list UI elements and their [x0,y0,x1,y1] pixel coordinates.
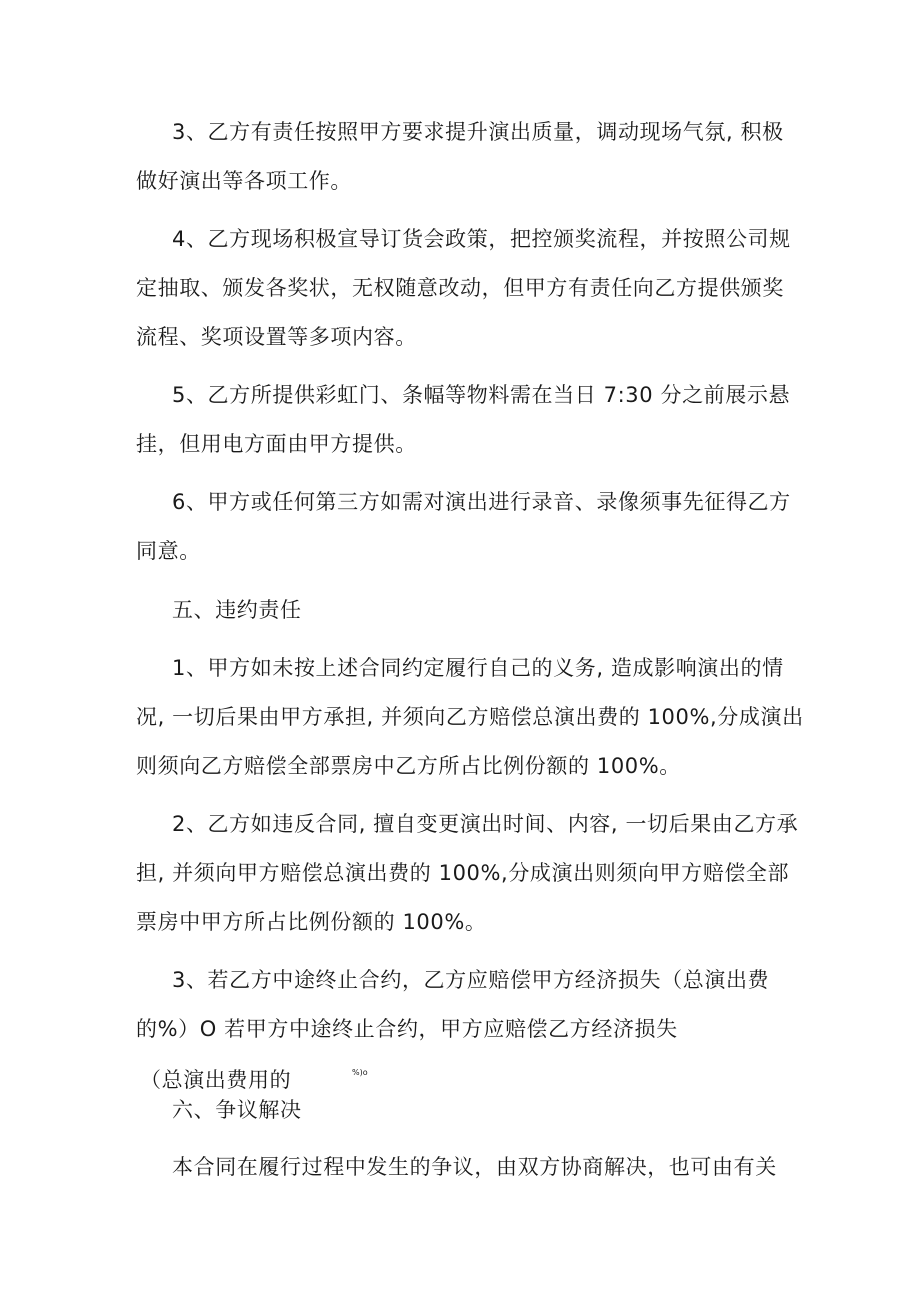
paragraph-5-line-2: 挂，但用电方面由甲方提供。 [136,432,417,456]
paragraph-4-line-3: 流程、奖项设置等多项内容。 [136,325,417,349]
breach-clause-3-line-2: 的%）O 若甲方中途终止合约，甲方应赔偿乙方经济损失 [136,1017,678,1041]
section-heading-dispute: 六、争议解决 [172,1098,302,1122]
section-heading-breach: 五、违约责任 [172,598,302,622]
dispute-clause-line-1: 本合同在履行过程中发生的争议，由双方协商解决，也可由有关 [172,1155,777,1179]
paragraph-5-line-1: 5、乙方所提供彩虹门、条幅等物料需在当日 7:30 分之前展示悬 [172,383,791,407]
breach-clause-3-line-1: 3、若乙方中途终止合约，乙方应赔偿甲方经济损失（总演出费 [172,968,770,992]
paragraph-4-line-1: 4、乙方现场积极宣导订货会政策，把控颁奖流程，并按照公司规 [172,227,791,251]
breach-clause-1-line-3: 则须向乙方赔偿全部票房中乙方所占比例份额的 100%。 [136,754,681,778]
breach-clause-3-line-3: （总演出费用的 [140,1068,292,1092]
paragraph-6-line-1: 6、甲方或任何第三方如需对演出进行录音、录像须事先征得乙方 [172,490,791,514]
paragraph-4-line-2: 定抽取、颁发各奖状，无权随意改动，但甲方有责任向乙方提供颁奖 [136,276,784,300]
breach-clause-2-line-3: 票房中甲方所占比例份额的 100%。 [136,910,487,934]
breach-clause-2-line-1: 2、乙方如违反合同, 擅自变更演出时间、内容, 一切后果由乙方承 [172,812,799,836]
paragraph-3-line-2: 做好演出等各项工作。 [136,169,352,193]
breach-clause-1-line-1: 1、甲方如未按上述合同约定履行自己的义务, 造成影响演出的情 [172,656,784,680]
paragraph-3-line-1: 3、乙方有责任按照甲方要求提升演出质量，调动现场气氛, 积极 [172,120,784,144]
breach-clause-2-line-2: 担, 并须向甲方赔偿总演出费的 100%,分成演出则须向甲方赔偿全部 [136,861,790,885]
breach-clause-1-line-2: 况, 一切后果由甲方承担, 并须向乙方赔偿总演出费的 100%,分成演出 [136,705,804,729]
paragraph-6-line-2: 同意。 [136,539,201,563]
breach-clause-3-suffix: %)o [352,1068,368,1077]
